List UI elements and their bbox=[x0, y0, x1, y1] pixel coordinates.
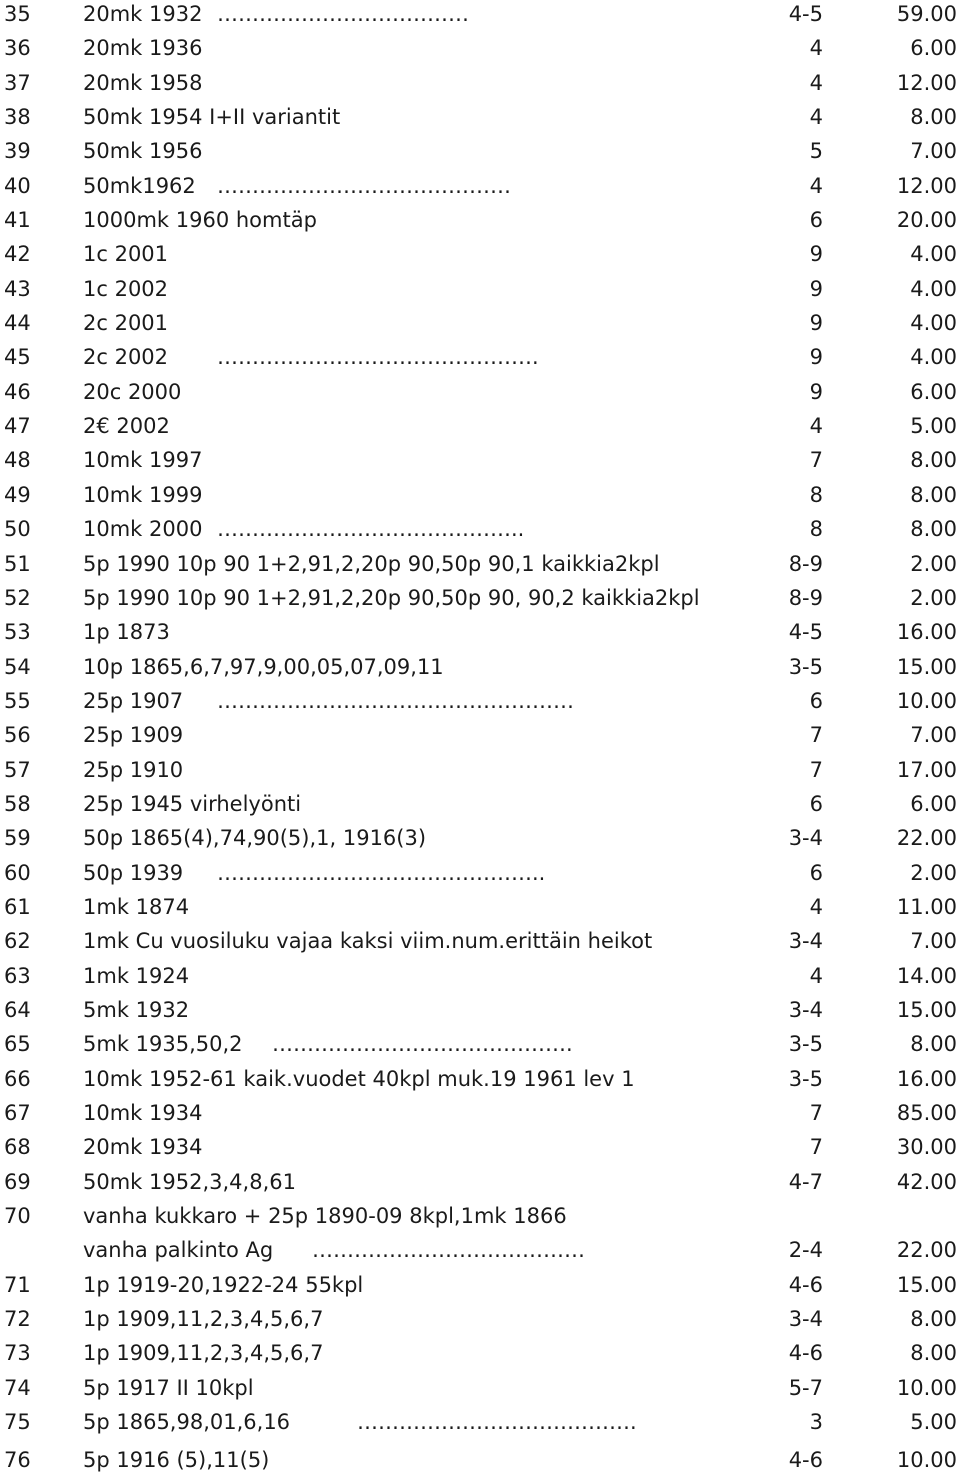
item-description: 5mk 1935,50,2 bbox=[83, 1032, 243, 1057]
item-description: 10p 1865,6,7,97,9,00,05,07,09,11 bbox=[83, 654, 444, 679]
item-grade: 5 bbox=[809, 139, 823, 164]
item-description: 20mk 1936 bbox=[83, 36, 203, 61]
leader-dots: …………………………………… bbox=[217, 173, 511, 198]
list-item bbox=[0, 446, 960, 480]
item-description: 2c 2002 bbox=[83, 345, 169, 370]
item-price: 6.00 bbox=[910, 379, 957, 404]
item-price: 6.00 bbox=[910, 36, 957, 61]
item-grade: 7 bbox=[809, 757, 823, 782]
item-number: 73 bbox=[4, 1341, 31, 1366]
item-price: 42.00 bbox=[896, 1169, 957, 1194]
item-number: 68 bbox=[4, 1135, 31, 1160]
item-grade: 7 bbox=[809, 448, 823, 473]
item-description: 1p 1909,11,2,3,4,5,6,7 bbox=[83, 1341, 324, 1366]
item-grade: 3 bbox=[809, 1410, 823, 1435]
item-price: 15.00 bbox=[896, 997, 957, 1022]
item-grade: 4 bbox=[809, 36, 823, 61]
item-grade: 3-4 bbox=[788, 997, 823, 1022]
item-number: 39 bbox=[4, 139, 31, 164]
item-description: 50mk 1956 bbox=[83, 139, 203, 164]
item-description: 5p 1865,98,01,6,16 bbox=[83, 1410, 291, 1435]
item-grade: 9 bbox=[809, 242, 823, 267]
item-number: 71 bbox=[4, 1272, 31, 1297]
item-description: 20mk 1932 bbox=[83, 2, 203, 26]
item-grade: 9 bbox=[809, 311, 823, 336]
item-grade: 8-9 bbox=[788, 585, 823, 610]
item-number: 42 bbox=[4, 242, 31, 267]
item-number: 40 bbox=[4, 173, 31, 198]
list-item bbox=[0, 1236, 960, 1270]
item-number: 76 bbox=[4, 1448, 31, 1473]
item-price: 4.00 bbox=[910, 276, 957, 301]
list-item bbox=[0, 584, 960, 618]
leader-dots: ………………………………… bbox=[312, 1238, 585, 1263]
item-number: 51 bbox=[4, 551, 31, 576]
item-description: 1000mk 1960 homtäp bbox=[83, 208, 317, 233]
list-item bbox=[0, 756, 960, 790]
item-number: 45 bbox=[4, 345, 31, 370]
item-number: 56 bbox=[4, 723, 31, 748]
list-item bbox=[0, 481, 960, 515]
item-description: 5p 1990 10p 90 1+2,91,2,20p 90,50p 90, 90,2 kaikkia2kpl bbox=[83, 585, 700, 610]
list-item bbox=[0, 1374, 960, 1408]
list-item bbox=[0, 412, 960, 446]
list-item bbox=[0, 103, 960, 137]
item-price: 8.00 bbox=[910, 1307, 957, 1332]
item-description: 25p 1909 bbox=[83, 723, 184, 748]
item-number: 66 bbox=[4, 1066, 31, 1091]
item-description: 1c 2001 bbox=[83, 242, 169, 267]
item-grade: 9 bbox=[809, 276, 823, 301]
item-description: 5mk 1932 bbox=[83, 997, 190, 1022]
item-price: 14.00 bbox=[896, 963, 957, 988]
item-price: 17.00 bbox=[896, 757, 957, 782]
leader-dots: ……………………………………….. bbox=[217, 860, 546, 885]
item-price: 12.00 bbox=[896, 70, 957, 95]
item-number: 49 bbox=[4, 482, 31, 507]
item-description: 2c 2001 bbox=[83, 311, 169, 336]
item-number: 70 bbox=[4, 1204, 31, 1229]
list-item bbox=[0, 1099, 960, 1133]
item-description: 50mk1962 bbox=[83, 173, 196, 198]
list-item bbox=[0, 1271, 960, 1305]
item-description: 1mk 1874 bbox=[83, 894, 190, 919]
list-item bbox=[0, 550, 960, 584]
item-grade: 3-5 bbox=[788, 654, 823, 679]
leader-dots: …………………………………….. bbox=[217, 517, 525, 542]
item-description: 50mk 1952,3,4,8,61 bbox=[83, 1169, 296, 1194]
item-number: 57 bbox=[4, 757, 31, 782]
item-number: 69 bbox=[4, 1169, 31, 1194]
item-number: 46 bbox=[4, 379, 31, 404]
list-item bbox=[0, 309, 960, 343]
list-item bbox=[0, 962, 960, 996]
item-number: 52 bbox=[4, 585, 31, 610]
list-item bbox=[0, 1133, 960, 1167]
item-number: 67 bbox=[4, 1101, 31, 1125]
item-description: 5p 1917 II 10kpl bbox=[83, 1375, 254, 1400]
item-grade: 4-7 bbox=[788, 1169, 823, 1194]
item-grade: 4-6 bbox=[788, 1448, 823, 1473]
item-grade: 4 bbox=[809, 894, 823, 919]
list-item bbox=[0, 343, 960, 377]
list-item bbox=[0, 1446, 960, 1480]
item-grade: 8 bbox=[809, 517, 823, 542]
item-description: 1c 2002 bbox=[83, 276, 169, 301]
item-price: 8.00 bbox=[910, 482, 957, 507]
list-item bbox=[0, 1305, 960, 1339]
item-description: 20mk 1934 bbox=[83, 1135, 203, 1160]
item-description: 10mk 1997 bbox=[83, 448, 203, 473]
item-number: 35 bbox=[4, 2, 31, 26]
item-number: 59 bbox=[4, 826, 31, 851]
item-price: 10.00 bbox=[896, 1375, 957, 1400]
list-item bbox=[0, 721, 960, 755]
leader-dots: …………………………………. bbox=[357, 1410, 637, 1435]
item-number: 36 bbox=[4, 36, 31, 61]
item-description: 10mk 1934 bbox=[83, 1101, 203, 1125]
item-grade: 4 bbox=[809, 173, 823, 198]
item-price: 85.00 bbox=[896, 1101, 957, 1125]
item-description: 1p 1909,11,2,3,4,5,6,7 bbox=[83, 1307, 324, 1332]
list-item bbox=[0, 893, 960, 927]
list-item bbox=[0, 996, 960, 1030]
item-price: 2.00 bbox=[910, 551, 957, 576]
list-item bbox=[0, 69, 960, 103]
item-description: 5p 1916 (5),11(5) bbox=[83, 1448, 270, 1473]
item-number: 50 bbox=[4, 517, 31, 542]
item-description: 2€ 2002 bbox=[83, 414, 170, 439]
item-description: 1mk Cu vuosiluku vajaa kaksi viim.num.erittäin heikot bbox=[83, 929, 653, 954]
leader-dots: ………………………………………. bbox=[217, 345, 539, 370]
item-price: 59.00 bbox=[896, 2, 957, 26]
list-item bbox=[0, 859, 960, 893]
item-price: 16.00 bbox=[896, 620, 957, 645]
item-number: 53 bbox=[4, 620, 31, 645]
item-price: 2.00 bbox=[910, 585, 957, 610]
item-grade: 4 bbox=[809, 105, 823, 130]
item-grade: 4-6 bbox=[788, 1341, 823, 1366]
item-price: 8.00 bbox=[910, 1032, 957, 1057]
item-price: 16.00 bbox=[896, 1066, 957, 1091]
item-price: 2.00 bbox=[910, 860, 957, 885]
leader-dots: ……………………………………. bbox=[272, 1032, 573, 1057]
item-price: 15.00 bbox=[896, 1272, 957, 1297]
item-price: 11.00 bbox=[896, 894, 957, 919]
item-grade: 3-4 bbox=[788, 1307, 823, 1332]
item-price: 30.00 bbox=[896, 1135, 957, 1160]
item-grade: 3-5 bbox=[788, 1032, 823, 1057]
item-grade: 7 bbox=[809, 723, 823, 748]
item-number: 37 bbox=[4, 70, 31, 95]
list-item bbox=[0, 378, 960, 412]
list-item bbox=[0, 515, 960, 549]
item-price: 8.00 bbox=[910, 448, 957, 473]
item-price: 4.00 bbox=[910, 242, 957, 267]
list-item bbox=[0, 824, 960, 858]
list-item bbox=[0, 1339, 960, 1373]
item-grade: 4 bbox=[809, 963, 823, 988]
list-item bbox=[0, 618, 960, 652]
item-number: 43 bbox=[4, 276, 31, 301]
item-price: 4.00 bbox=[910, 345, 957, 370]
item-price: 22.00 bbox=[896, 826, 957, 851]
list-item bbox=[0, 240, 960, 274]
item-description: 25p 1945 virhelyönti bbox=[83, 791, 302, 816]
item-price: 8.00 bbox=[910, 1341, 957, 1366]
item-description: vanha palkinto Ag bbox=[83, 1238, 274, 1263]
item-price: 22.00 bbox=[896, 1238, 957, 1263]
item-grade: 7 bbox=[809, 1135, 823, 1160]
item-price: 12.00 bbox=[896, 173, 957, 198]
item-grade: 6 bbox=[809, 791, 823, 816]
item-number: 55 bbox=[4, 688, 31, 713]
item-price: 20.00 bbox=[896, 208, 957, 233]
item-grade: 3-4 bbox=[788, 929, 823, 954]
item-description: 25p 1910 bbox=[83, 757, 184, 782]
item-number: 62 bbox=[4, 929, 31, 954]
item-description: 20c 2000 bbox=[83, 379, 182, 404]
item-price: 7.00 bbox=[910, 929, 957, 954]
item-grade: 9 bbox=[809, 379, 823, 404]
item-grade: 4-5 bbox=[788, 620, 823, 645]
item-number: 44 bbox=[4, 311, 31, 336]
leader-dots: …………………………………………… bbox=[217, 688, 574, 713]
list-item bbox=[0, 137, 960, 171]
item-description: 1p 1873 bbox=[83, 620, 170, 645]
item-price: 15.00 bbox=[896, 654, 957, 679]
item-number: 72 bbox=[4, 1307, 31, 1332]
item-number: 74 bbox=[4, 1375, 31, 1400]
item-description: 10mk 2000 bbox=[83, 517, 203, 542]
list-item bbox=[0, 1168, 960, 1202]
item-grade: 4-5 bbox=[788, 2, 823, 26]
item-description: 1p 1919-20,1922-24 55kpl bbox=[83, 1272, 364, 1297]
item-grade: 8 bbox=[809, 482, 823, 507]
item-number: 58 bbox=[4, 791, 31, 816]
item-grade: 4 bbox=[809, 70, 823, 95]
item-grade: 6 bbox=[809, 688, 823, 713]
list-item bbox=[0, 172, 960, 206]
leader-dots: ……………………………… bbox=[217, 2, 469, 26]
item-description: vanha kukkaro + 25p 1890-09 8kpl,1mk 1866 bbox=[83, 1204, 567, 1229]
item-grade: 4 bbox=[809, 414, 823, 439]
item-number: 60 bbox=[4, 860, 31, 885]
item-price: 5.00 bbox=[910, 414, 957, 439]
list-item bbox=[0, 653, 960, 687]
item-number: 47 bbox=[4, 414, 31, 439]
item-grade: 6 bbox=[809, 860, 823, 885]
item-number: 61 bbox=[4, 894, 31, 919]
item-grade: 8-9 bbox=[788, 551, 823, 576]
item-grade: 7 bbox=[809, 1101, 823, 1125]
item-description: 50p 1939 bbox=[83, 860, 184, 885]
list-item bbox=[0, 34, 960, 68]
list-item bbox=[0, 206, 960, 240]
item-number: 54 bbox=[4, 654, 31, 679]
list-item bbox=[0, 927, 960, 961]
item-price: 4.00 bbox=[910, 311, 957, 336]
item-grade: 3-5 bbox=[788, 1066, 823, 1091]
item-number: 64 bbox=[4, 997, 31, 1022]
item-price: 7.00 bbox=[910, 723, 957, 748]
item-description: 20mk 1958 bbox=[83, 70, 203, 95]
item-description: 25p 1907 bbox=[83, 688, 184, 713]
list-item bbox=[0, 790, 960, 824]
item-price: 10.00 bbox=[896, 688, 957, 713]
list-item bbox=[0, 275, 960, 309]
item-grade: 2-4 bbox=[788, 1238, 823, 1263]
item-grade: 5-7 bbox=[788, 1375, 823, 1400]
item-description: 10mk 1999 bbox=[83, 482, 203, 507]
item-number: 48 bbox=[4, 448, 31, 473]
item-grade: 9 bbox=[809, 345, 823, 370]
item-number: 63 bbox=[4, 963, 31, 988]
item-price: 8.00 bbox=[910, 517, 957, 542]
item-grade: 6 bbox=[809, 208, 823, 233]
list-item bbox=[0, 0, 960, 34]
item-description: 1mk 1924 bbox=[83, 963, 190, 988]
item-grade: 3-4 bbox=[788, 826, 823, 851]
item-number: 41 bbox=[4, 208, 31, 233]
item-price: 5.00 bbox=[910, 1410, 957, 1435]
item-grade: 4-6 bbox=[788, 1272, 823, 1297]
item-price: 7.00 bbox=[910, 139, 957, 164]
list-item bbox=[0, 1065, 960, 1099]
list-item bbox=[0, 1030, 960, 1064]
list-item bbox=[0, 1202, 960, 1236]
item-number: 65 bbox=[4, 1032, 31, 1057]
item-price: 8.00 bbox=[910, 105, 957, 130]
list-item bbox=[0, 1408, 960, 1446]
item-description: 10mk 1952-61 kaik.vuodet 40kpl muk.19 1961 lev 1 bbox=[83, 1066, 635, 1091]
item-number: 75 bbox=[4, 1410, 31, 1435]
item-description: 5p 1990 10p 90 1+2,91,2,20p 90,50p 90,1 kaikkia2kpl bbox=[83, 551, 660, 576]
list-item bbox=[0, 687, 960, 721]
item-description: 50mk 1954 I+II variantit bbox=[83, 105, 341, 130]
item-number: 38 bbox=[4, 105, 31, 130]
item-description: 50p 1865(4),74,90(5),1, 1916(3) bbox=[83, 826, 427, 851]
item-price: 10.00 bbox=[896, 1448, 957, 1473]
item-price: 6.00 bbox=[910, 791, 957, 816]
